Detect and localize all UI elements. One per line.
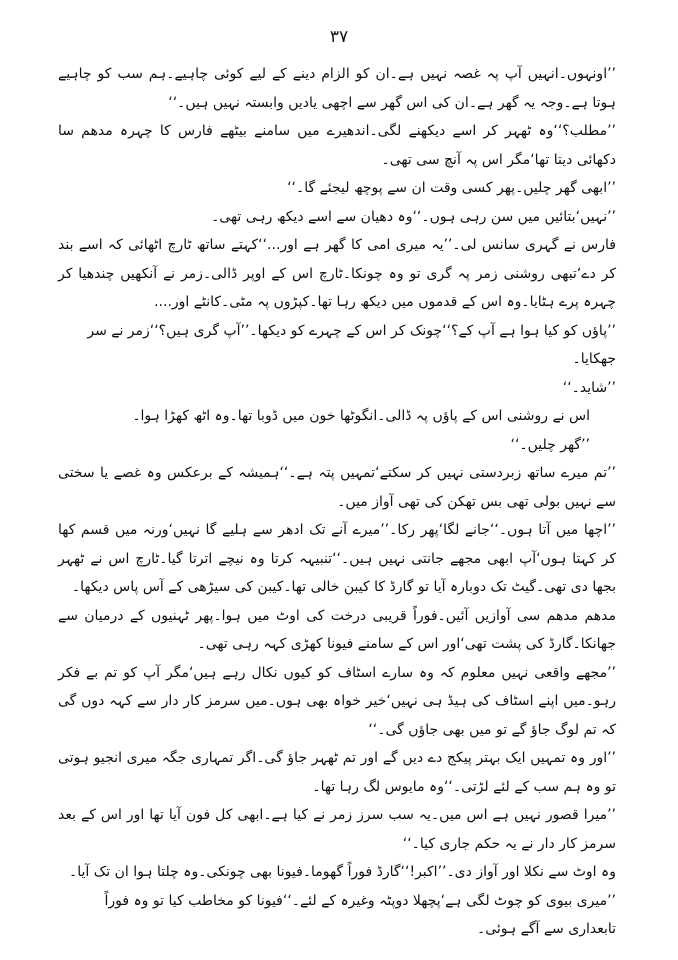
paragraph-16: وہ اوٹ سے نکلا اور آواز دی۔’’اکبر!‘‘گارڈ فوراً گھوما۔فیونا بھی چونکی۔وہ چلتا ہوا ان تک آیا۔ (69, 864, 616, 880)
paragraph-3: ’’ابھی گھر چلیں۔پھر کسی وقت ان سے پوچھ لیجئے گا۔‘‘ (287, 180, 616, 196)
paragraph-14: ’’اور وہ تمہیں ایک بہتر پیکج دے دیں گے اور تم ٹھہر جاؤ گی۔اگر تمہاری جگہ میری انجیو ہوتی تو وہ ہم سب کے لئے لڑتی۔‘‘وہ مایوس لگ رہا تھا۔ (58, 750, 616, 795)
page-number: ۳۷ (329, 27, 349, 47)
paragraph-11: ’’اچھا میں آتا ہوں۔‘‘جانے لگا‘پھر رکا۔’’میرے آنے تک ادھر سے ہلیے گا نہیں‘ورنہ میں قسم کھا کر کہتا ہوں‘آپ ابھی مجھے جانتی نہیں ہیں۔‘‘تنبیہہ کرتا وہ نیچے اترتا گیا۔ٹارچ اس نے ٹھہر بجھا دی تھی۔گیٹ تک دوبارہ آیا تو گارڈ کا کیبن خالی تھا۔کیبن کی سیڑھی کے آس پاس دیکھا۔ (58, 522, 616, 595)
paragraph-15: ’’میرا قصور نہیں ہے اس میں۔یہ سب سرز زمر نے کیا ہے۔ابھی کل فون آیا تھا اور اس کے بعد سرمز کار دار نے یہ حکم جاری کیا۔‘‘ (58, 807, 616, 852)
paragraph-7: ’’شاید۔‘‘ (562, 379, 616, 396)
paragraph-10: ’’تم میرے ساتھ زبردستی نہیں کر سکتے‘تمہیں پتہ ہے۔‘‘ہمیشہ کے برعکس وہ غصے یا سختی سے نہیں بولی تھی بس تھکن کی تھی آواز میں۔ (58, 465, 616, 510)
paragraph-4: ’’نہیں‘بتائیں میں سن رہی ہوں۔‘‘وہ دھیان سے اسے دیکھ رہی تھی۔ (211, 208, 616, 225)
paragraph-6: ’’پاؤں کو کیا ہوا ہے آپ کے؟‘‘چونک کر اس کے چہرے کو دیکھا۔’’آپ گری ہیں؟‘‘زمر نے سر جھکایا۔ (87, 322, 616, 367)
paragraph-12: مدھم مدھم سی آوازیں آئیں۔فوراً قریبی درخت کی اوٹ میں ہوا۔پھر ٹہنیوں کے درمیان سے جھانکا۔گارڈ کی پشت تھی‘اور اس کے سامنے فیونا کھڑی کہہ رہی تھی۔ (58, 607, 616, 652)
paragraph-5: فارس نے گہری سانس لی۔’’یہ میری امی کا گھر ہے اور...‘‘کہتے ساتھ ٹارچ اٹھائی کہ اسے بند کر دے‘تبھی روشنی زمر پہ گری تو وہ چونکا۔ٹارچ اس کے اوپر ڈالی۔زمر نے آنکھیں چندھیا کر چہرہ پرے ہٹایا۔وہ اس کے قدموں میں دیکھ رہا تھا۔کپڑوں پہ مٹی۔کانٹے اور.... (58, 237, 616, 310)
paragraph-1: ’’اونہوں۔انہیں آپ پہ غصہ نہیں ہے۔ان کو الزام دینے کے لیے کوئی چاہیے۔ہم سب کو چاہیے ہوتا ہے۔وجہ یہ گھر ہے۔ان کی اس گھر سے اچھی یادیں وابستہ نہیں ہیں۔‘‘ (58, 66, 616, 111)
paragraph-13: ’’مجھے واقعی نہیں معلوم کہ وہ سارے اسٹاف کو کیوں نکال رہے ہیں‘مگر آپ کو تم بے فکر رہو۔میں اپنے اسٹاف کی ہیڈ ہی نہیں‘خیر خواہ بھی ہوں۔میں سرمز کار دار سے کہہ دوں گی کہ تم لوگ جاؤ گے تو میں بھی جاؤں گی۔‘‘ (58, 664, 616, 738)
paragraph-8: اس نے روشنی اس کے پاؤں پہ ڈالی۔انگوٹھا خون میں ڈوبا تھا۔وہ اٹھ کھڑا ہوا۔ (132, 408, 590, 424)
paragraph-17: ’’میری بیوی کو چوٹ لگی ہے‘پچھلا دوپٹہ وغیرہ کے لئے۔‘‘فیونا کو مخاطب کیا تو وہ فوراً تابعداری سے آگے ہوئی۔ (104, 892, 616, 937)
paragraph-9: ’’گھر چلیں۔‘‘ (510, 436, 590, 453)
text-body (58, 60, 616, 944)
paragraph-2: ’’مطلب؟‘‘وہ ٹھہر کر اسے دیکھنے لگی۔اندھیرے میں سامنے بیٹھے فارس کا چہرہ مدھم سا دکھائی دیتا تھا‘مگر اس پہ آنچ سی تھی۔ (58, 123, 616, 168)
